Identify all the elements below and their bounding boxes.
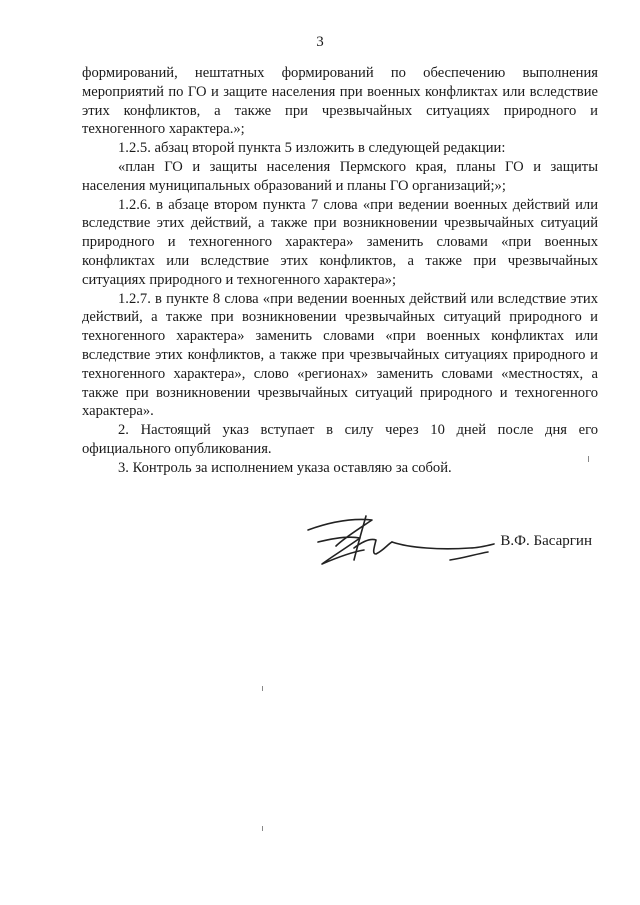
paragraph-1-2-5: 1.2.5. абзац второй пункта 5 изложить в следующей редакции: (118, 140, 506, 157)
paragraph-continuation: формирований, нештатных формирований по обеспечению выполнения мероприятий по ГО и защите населения при военных конфликтах или вследствие этих конфликтов, а также при чрезвычайных ситуациях природного и техногенного характера.»; (82, 65, 598, 138)
paragraph-1-2-6: 1.2.6. в абзаце втором пункта 7 слова «при ведении военных действий или вследствие этих действий, а также при возникновении чрезвычайных ситуаций природного и техногенного характера» заменить словами «при военных конфликтах или вследствие этих конфликтов, а также при чрезвычайных ситуациях природного и техногенного характера»; (82, 196, 598, 288)
scan-speck (588, 456, 589, 462)
paragraph-1-2-7: 1.2.7. в пункте 8 слова «при ведении военных действий или вследствие этих действий, а также при возникновении чрезвычайных ситуаций природного и техногенного характера» заменить словами «при военных конфликтах или вследствие этих конфликтов, а также при чрезвычайных ситуациях природного и техногенного характера», слово «регионах» заменить словами «местностях, а также при возникновении чрезвычайных ситуаций природного и техногенного характера». (82, 290, 598, 420)
signature-block (300, 508, 600, 588)
paragraph-3-control: 3. Контроль за исполнением указа оставляю за собой. (118, 459, 452, 476)
scan-speck (262, 686, 263, 691)
signer-name: В.Ф. Басаргин (500, 533, 592, 549)
handwritten-signature (300, 508, 500, 588)
paragraph-2-effective-date: 2. Настоящий указ вступает в силу через 10 дней после дня его официального опубликования. (82, 422, 598, 457)
page-number: 3 (316, 34, 324, 50)
document-body (82, 64, 598, 478)
paragraph-quoted-plan: «план ГО и защиты населения Пермского края, планы ГО и защиты населения муниципальных образований и планы ГО организаций;»; (82, 158, 598, 194)
scan-speck (262, 826, 263, 831)
